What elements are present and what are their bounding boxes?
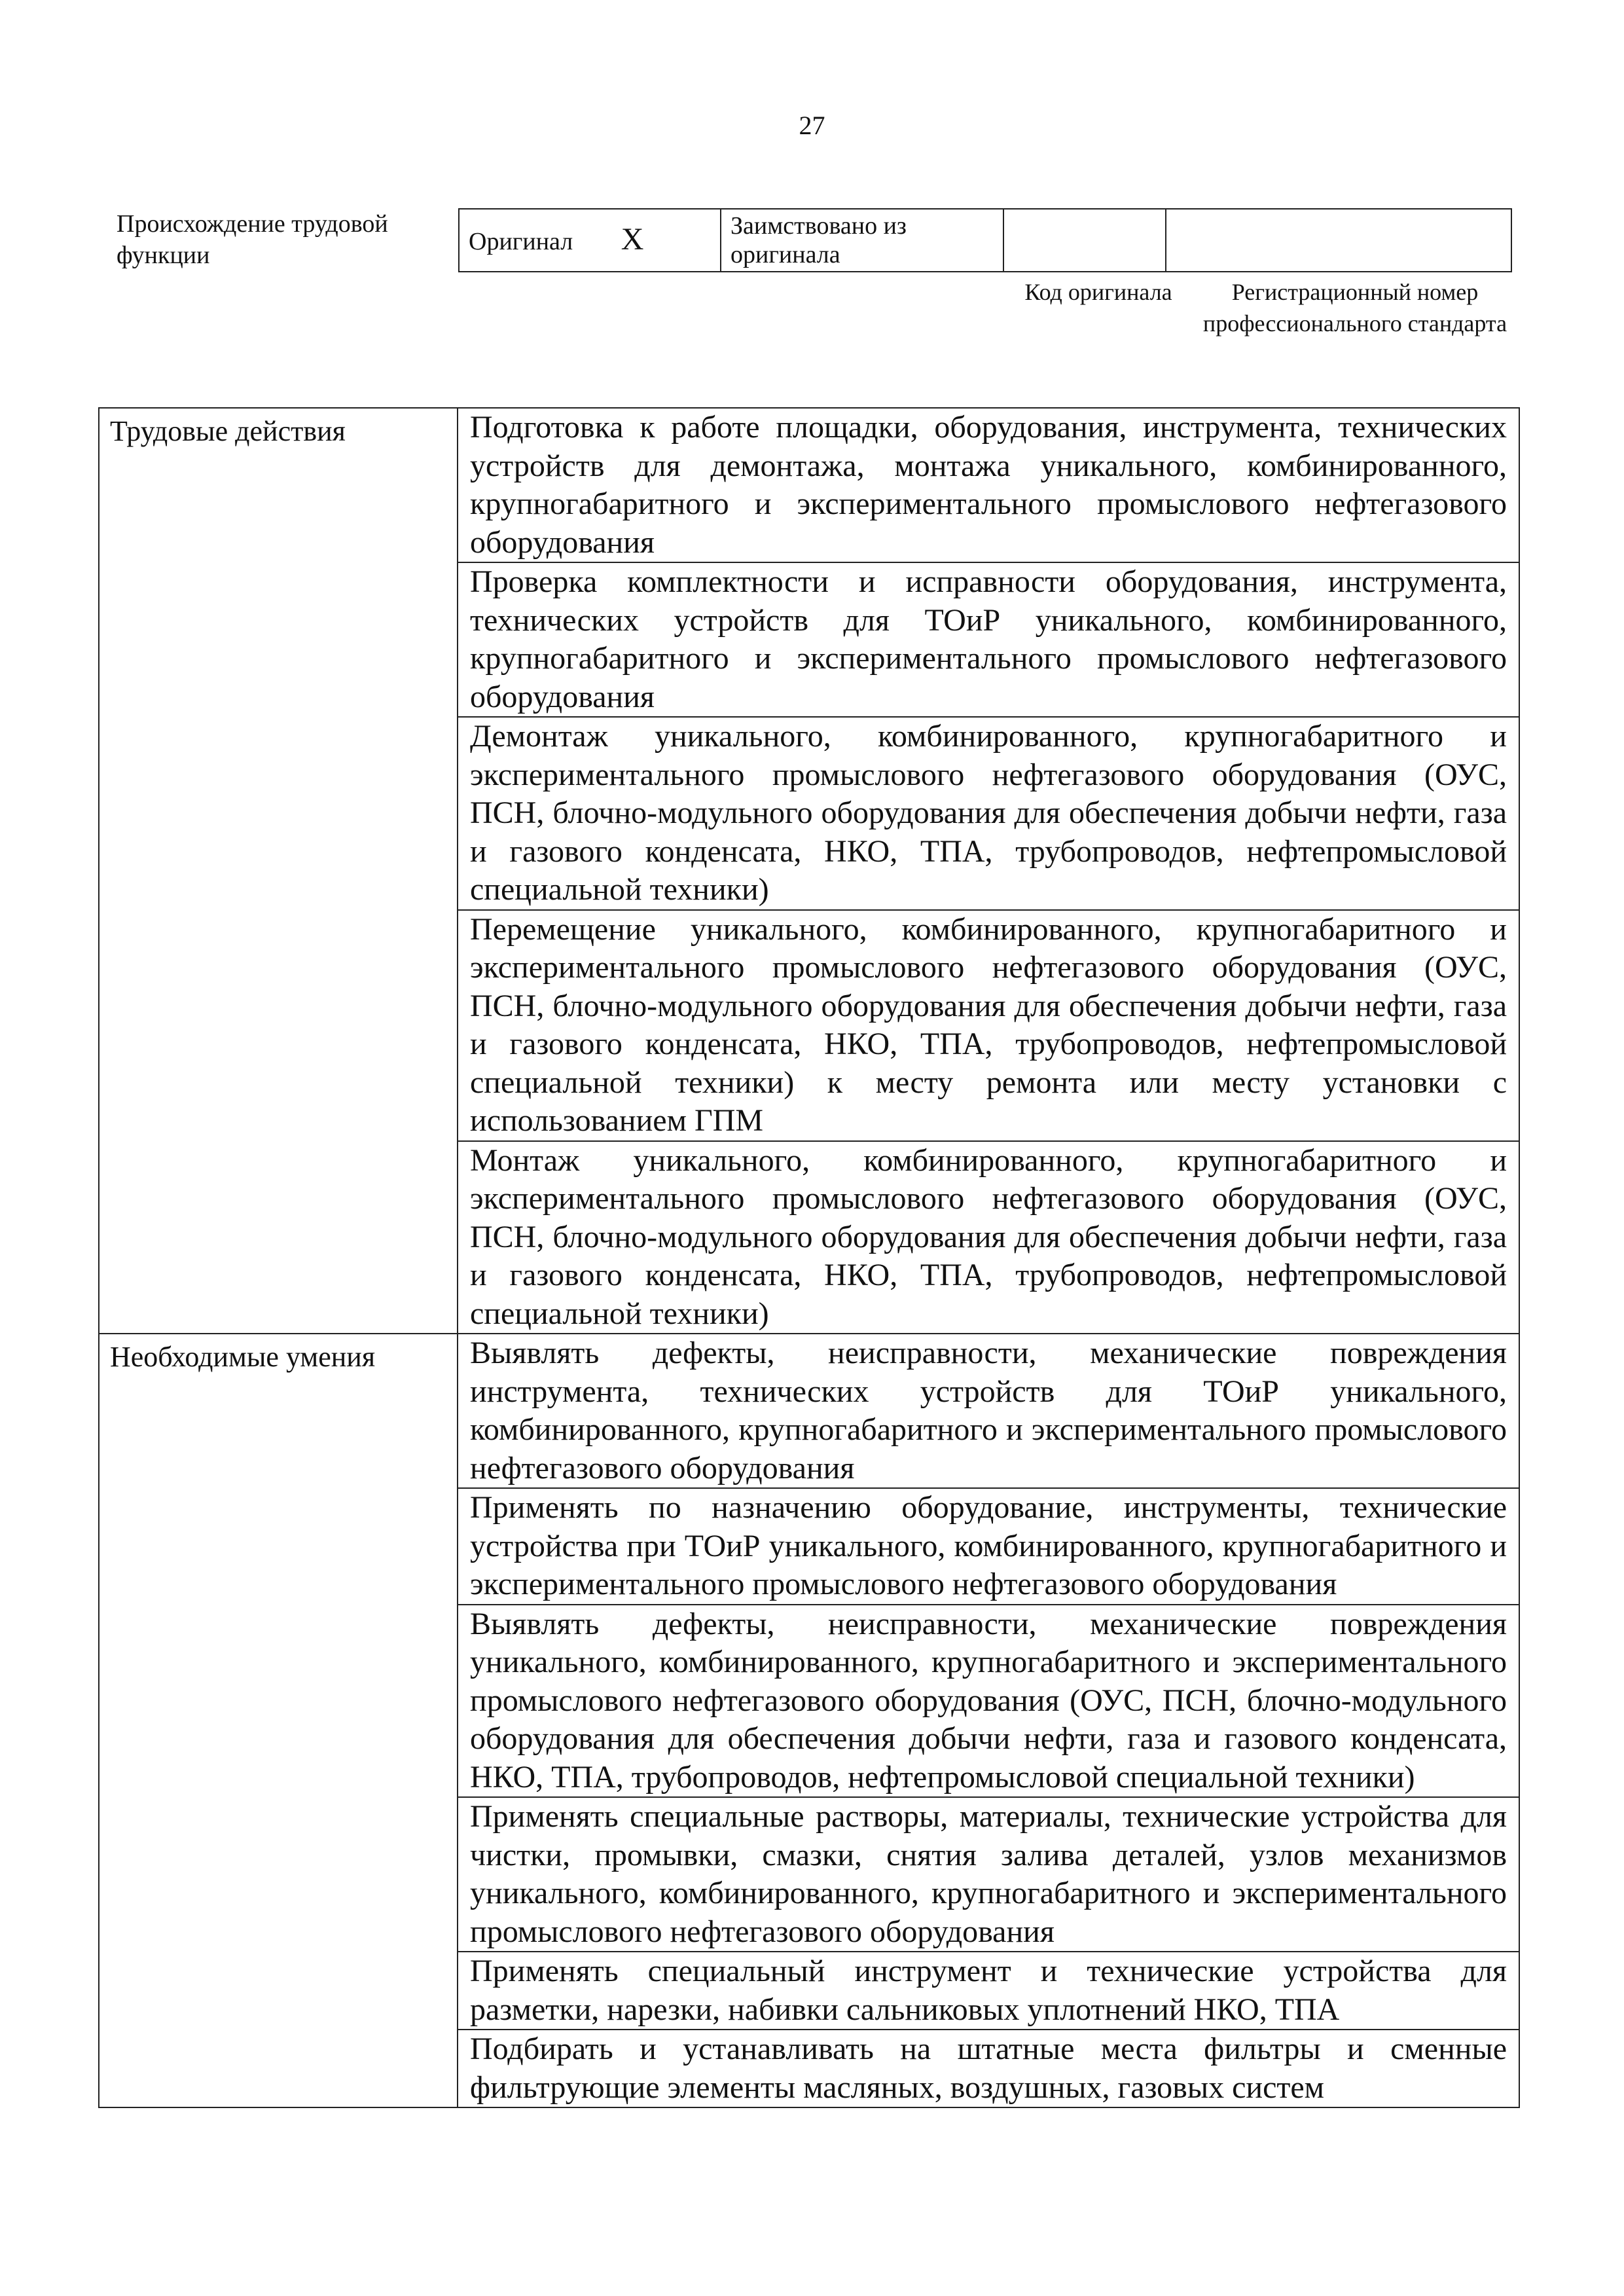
registration-number-caption: Регистрационный номер профессионального стандарта: [1202, 279, 1507, 337]
borrowed-cell: Заимствовано из оригинала: [721, 209, 1003, 272]
page-number: 27: [799, 111, 825, 140]
section-item: Демонтаж уникального, комбинированного, крупногабаритного и экспериментального промыслового нефтегазового оборудования (ОУС, ПСН, блочно-модульного оборудования для обеспечения добычи нефти, газа и газового конденсата, НКО, ТПА, трубопроводов, нефтепромысловой специальной техники): [458, 717, 1519, 910]
section-item: Выявлять дефекты, неисправности, механические повреждения уникального, комбинированного, крупногабаритного и экспериментального промыслового нефтегазового оборудования (ОУС, ПСН, блочно-модульного оборудования для обеспечения добычи нефти, газа и газового конденсата, НКО, ТПА, трубопроводов, нефтепромысловой специальной техники): [458, 1605, 1519, 1798]
section-item: Подготовка к работе площадки, оборудования, инструмента, технических устройств для демонтажа, монтажа уникального, комбинированного, крупногабаритного и экспериментального промыслового нефтегазового оборудования: [458, 408, 1519, 562]
origin-table: [458, 208, 1512, 272]
section-title: Необходимые умения: [99, 1334, 458, 2107]
labor-function-origin-label: Происхождение трудовой функции: [117, 210, 388, 269]
section-item: Монтаж уникального, комбинированного, крупногабаритного и экспериментального промыслового нефтегазового оборудования (ОУС, ПСН, блочно-модульного оборудования для обеспечения добычи нефти, газа и газового конденсата, НКО, ТПА, трубопроводов, нефтепромысловой специальной техники): [458, 1141, 1519, 1334]
original-code-caption: Код оригинала: [1024, 279, 1172, 305]
section-item: Выявлять дефекты, неисправности, механические повреждения инструмента, технических устройств для ТОиР уникального, комбинированного, крупногабаритного и экспериментального промыслового нефтегазового оборудования: [458, 1334, 1519, 1488]
original-label: Оригинал: [469, 227, 573, 255]
section-title: Трудовые действия: [99, 408, 458, 1334]
labor-function-table: [98, 407, 1520, 2108]
registration-number-cell: [1166, 209, 1511, 272]
section-item: Применять специальные растворы, материалы, технические устройства для чистки, промывки, смазки, снятия залива деталей, узлов механизмов уникального, комбинированного, крупногабаритного и экспериментального промыслового нефтегазового оборудования: [458, 1797, 1519, 1952]
table-row: [99, 1334, 1519, 1488]
original-cell: [459, 209, 721, 272]
section-item: Перемещение уникального, комбинированного, крупногабаритного и экспериментального промыслового нефтегазового оборудования (ОУС, ПСН, блочно-модульного оборудования для обеспечения добычи нефти, газа и газового конденсата, НКО, ТПА, трубопроводов, нефтепромысловой специальной техники) к месту ремонта или месту установки с использованием ГПМ: [458, 910, 1519, 1141]
original-code-cell: [1003, 209, 1166, 272]
section-item: Подбирать и устанавливать на штатные места фильтры и сменные фильтрующие элементы масляных, воздушных, газовых систем: [458, 2030, 1519, 2107]
section-item: Проверка комплектности и исправности оборудования, инструмента, технических устройств для ТОиР уникального, комбинированного, крупногабаритного и экспериментального промыслового нефтегазового оборудования: [458, 562, 1519, 717]
table-row: [99, 408, 1519, 562]
section-item: Применять по назначению оборудование, инструменты, технические устройства при ТОиР уникального, комбинированного, крупногабаритного и экспериментального промыслового нефтегазового оборудования: [458, 1488, 1519, 1605]
original-mark: X: [621, 221, 644, 257]
section-item: Применять специальный инструмент и технические устройства для разметки, нарезки, набивки сальниковых уплотнений НКО, ТПА: [458, 1952, 1519, 2030]
